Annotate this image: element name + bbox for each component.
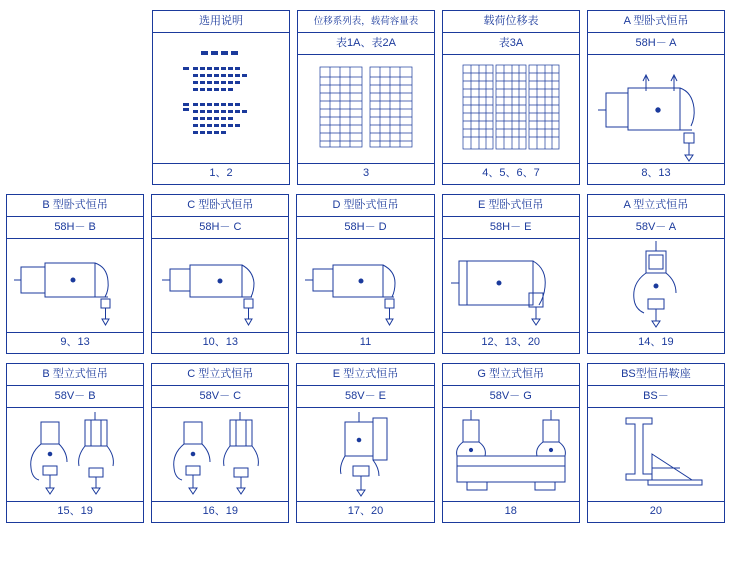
card-footer: 20	[588, 501, 724, 522]
card-subtitle: BS－	[588, 386, 724, 408]
card-row-2	[0, 185, 731, 354]
card-title: G 型立式恒吊	[443, 364, 579, 386]
card-footer: 1、2	[153, 163, 289, 184]
card-figure	[153, 33, 289, 163]
card-figure	[297, 239, 433, 332]
card-footer: 10、13	[152, 332, 288, 353]
card-subtitle: 58V－ E	[297, 386, 433, 408]
card-type-b-vertical-constant-hanger[interactable]	[6, 363, 144, 523]
card-figure	[588, 239, 724, 332]
card-row-1	[0, 0, 731, 185]
card-type-g-vertical-constant-hanger[interactable]	[442, 363, 580, 523]
card-footer: 17、20	[297, 501, 433, 522]
row1-left-spacer	[6, 10, 145, 11]
card-figure	[443, 55, 579, 163]
card-bs-constant-hanger-saddle[interactable]	[587, 363, 725, 523]
card-subtitle: 表3A	[443, 33, 579, 55]
card-row-3	[0, 354, 731, 523]
card-footer: 4、5、6、7	[443, 163, 579, 184]
card-subtitle: 58H－ B	[7, 217, 143, 239]
card-title: E 型卧式恒吊	[443, 195, 579, 217]
card-figure	[443, 239, 579, 332]
card-figure	[588, 55, 724, 163]
card-footer: 3	[298, 163, 434, 184]
card-subtitle: 58H－ E	[443, 217, 579, 239]
card-footer: 14、19	[588, 332, 724, 353]
card-figure	[588, 408, 724, 501]
card-subtitle: 58H－ C	[152, 217, 288, 239]
card-type-c-vertical-constant-hanger[interactable]	[151, 363, 289, 523]
card-figure	[298, 55, 434, 163]
card-title: 载荷位移表	[443, 11, 579, 33]
card-load-displacement-table[interactable]	[442, 10, 580, 185]
card-footer: 12、13、20	[443, 332, 579, 353]
card-title: 位移系列表，载荷容量表	[298, 11, 434, 33]
card-title: C 型立式恒吊	[152, 364, 288, 386]
card-subtitle: 58V－ A	[588, 217, 724, 239]
card-footer: 8、13	[588, 163, 724, 184]
card-figure	[7, 239, 143, 332]
card-title: BS型恒吊鞍座	[588, 364, 724, 386]
card-type-e-vertical-constant-hanger[interactable]	[296, 363, 434, 523]
card-footer: 15、19	[7, 501, 143, 522]
card-title: E 型立式恒吊	[297, 364, 433, 386]
card-title: B 型立式恒吊	[7, 364, 143, 386]
card-type-a-horizontal-constant-hanger[interactable]	[587, 10, 725, 185]
card-figure	[443, 408, 579, 501]
card-selection-notes[interactable]	[152, 10, 290, 185]
card-title: B 型卧式恒吊	[7, 195, 143, 217]
card-subtitle: 表1A、表2A	[298, 33, 434, 55]
card-figure	[152, 408, 288, 501]
card-subtitle: 58V－ G	[443, 386, 579, 408]
card-figure	[7, 408, 143, 501]
card-title: A 型立式恒吊	[588, 195, 724, 217]
card-type-e-horizontal-constant-hanger[interactable]	[442, 194, 580, 354]
card-footer: 11	[297, 332, 433, 353]
card-subtitle: 58H－ D	[297, 217, 433, 239]
card-type-d-horizontal-constant-hanger[interactable]	[296, 194, 434, 354]
card-figure	[152, 239, 288, 332]
card-footer: 16、19	[152, 501, 288, 522]
card-figure	[297, 408, 433, 501]
card-displacement-series-capacity-tables[interactable]	[297, 10, 435, 185]
card-title: 选用说明	[153, 11, 289, 33]
card-type-c-horizontal-constant-hanger[interactable]	[151, 194, 289, 354]
card-subtitle: 58V－ B	[7, 386, 143, 408]
card-title: A 型卧式恒吊	[588, 11, 724, 33]
card-type-b-horizontal-constant-hanger[interactable]	[6, 194, 144, 354]
card-title: C 型卧式恒吊	[152, 195, 288, 217]
card-subtitle: 58H－ A	[588, 33, 724, 55]
card-footer: 9、13	[7, 332, 143, 353]
card-type-a-vertical-constant-hanger[interactable]	[587, 194, 725, 354]
card-footer: 18	[443, 501, 579, 522]
card-title: D 型卧式恒吊	[297, 195, 433, 217]
card-subtitle: 58V－ C	[152, 386, 288, 408]
